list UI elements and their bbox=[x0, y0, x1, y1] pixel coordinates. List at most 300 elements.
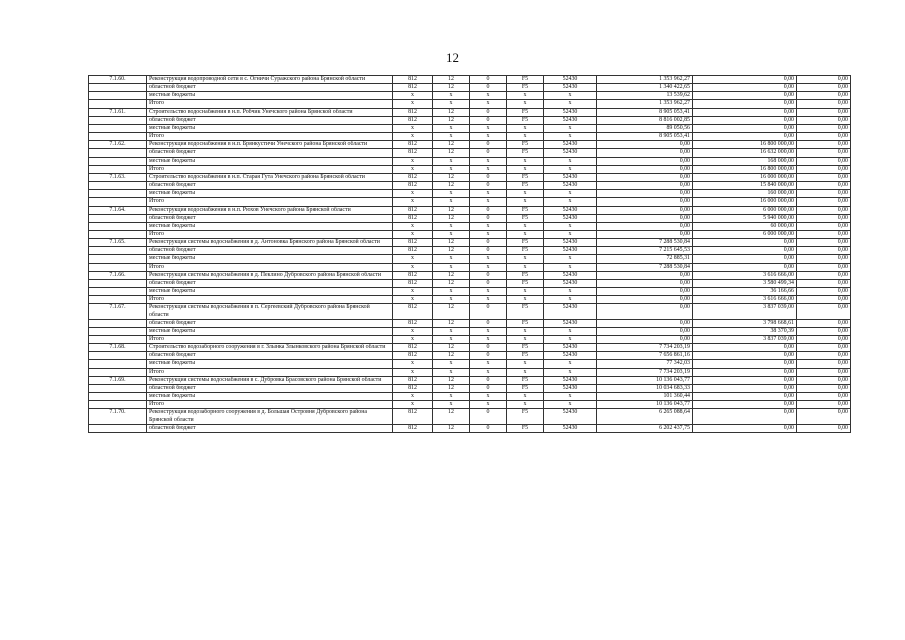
table-row bbox=[89, 401, 851, 409]
description-cell: местные бюджеты bbox=[147, 288, 393, 296]
expense-code-cell: x bbox=[544, 327, 597, 335]
section-cell: x bbox=[433, 296, 470, 304]
expense-code-cell: 52430 bbox=[544, 409, 597, 424]
subsection-cell: x bbox=[470, 393, 507, 401]
expense-code-cell: 52430 bbox=[544, 206, 597, 214]
amount-year2-cell: 0,00 bbox=[693, 376, 797, 384]
table-row bbox=[89, 247, 851, 255]
row-number-cell bbox=[89, 327, 147, 335]
subsection-cell: x bbox=[470, 124, 507, 132]
amount-year3-cell: 0,00 bbox=[797, 100, 851, 108]
table-row bbox=[89, 124, 851, 132]
amount-year1-cell: 0,00 bbox=[597, 157, 693, 165]
expense-code-cell: x bbox=[544, 133, 597, 141]
description-cell: областной бюджет bbox=[147, 384, 393, 392]
amount-year3-cell: 0,00 bbox=[797, 336, 851, 344]
amount-year1-cell: 0,00 bbox=[597, 149, 693, 157]
amount-year3-cell: 0,00 bbox=[797, 157, 851, 165]
code-cell: x bbox=[393, 157, 433, 165]
section-cell: x bbox=[433, 124, 470, 132]
subsection-cell: 0 bbox=[470, 116, 507, 124]
row-number-cell: 7.1.68. bbox=[89, 344, 147, 352]
description-cell: местные бюджеты bbox=[147, 190, 393, 198]
description-cell: местные бюджеты bbox=[147, 393, 393, 401]
section-cell: x bbox=[433, 100, 470, 108]
table-row bbox=[89, 352, 851, 360]
amount-year3-cell: 0,00 bbox=[797, 255, 851, 263]
project-cell: x bbox=[507, 336, 544, 344]
amount-year1-cell: 0,00 bbox=[597, 230, 693, 238]
description-cell: местные бюджеты bbox=[147, 124, 393, 132]
amount-year1-cell: 10 034 683,33 bbox=[597, 384, 693, 392]
section-cell: x bbox=[433, 198, 470, 206]
subsection-cell: x bbox=[470, 288, 507, 296]
amount-year1-cell: 0,00 bbox=[597, 198, 693, 206]
code-cell: x bbox=[393, 124, 433, 132]
project-cell: F5 bbox=[507, 149, 544, 157]
project-cell: F5 bbox=[507, 206, 544, 214]
table-row bbox=[89, 214, 851, 222]
description-cell: областной бюджет bbox=[147, 319, 393, 327]
subsection-cell: 0 bbox=[470, 247, 507, 255]
project-cell: F5 bbox=[507, 247, 544, 255]
amount-year1-cell: 0,00 bbox=[597, 319, 693, 327]
subsection-cell: x bbox=[470, 190, 507, 198]
amount-year2-cell: 16 800 000,00 bbox=[693, 165, 797, 173]
project-cell: x bbox=[507, 165, 544, 173]
section-cell: x bbox=[433, 255, 470, 263]
expense-code-cell: 52430 bbox=[544, 182, 597, 190]
expense-code-cell: x bbox=[544, 263, 597, 271]
expense-code-cell: x bbox=[544, 92, 597, 100]
code-cell: 812 bbox=[393, 239, 433, 247]
table-row bbox=[89, 206, 851, 214]
code-cell: 812 bbox=[393, 116, 433, 124]
amount-year1-cell: 1 353 962,27 bbox=[597, 100, 693, 108]
amount-year3-cell: 0,00 bbox=[797, 263, 851, 271]
table-row bbox=[89, 165, 851, 173]
project-cell: F5 bbox=[507, 384, 544, 392]
subsection-cell: x bbox=[470, 360, 507, 368]
table-row bbox=[89, 198, 851, 206]
amount-year2-cell: 15 840 000,00 bbox=[693, 182, 797, 190]
table-row bbox=[89, 116, 851, 124]
code-cell: x bbox=[393, 288, 433, 296]
code-cell: 812 bbox=[393, 182, 433, 190]
section-cell: x bbox=[433, 393, 470, 401]
expense-code-cell: x bbox=[544, 165, 597, 173]
subsection-cell: 0 bbox=[470, 271, 507, 279]
amount-year1-cell: 0,00 bbox=[597, 165, 693, 173]
section-cell: x bbox=[433, 401, 470, 409]
amount-year2-cell: 36 166,66 bbox=[693, 288, 797, 296]
section-cell: x bbox=[433, 92, 470, 100]
subsection-cell: x bbox=[470, 296, 507, 304]
amount-year3-cell: 0,00 bbox=[797, 84, 851, 92]
code-cell: 812 bbox=[393, 319, 433, 327]
amount-year2-cell: 0,00 bbox=[693, 92, 797, 100]
project-cell: x bbox=[507, 393, 544, 401]
amount-year2-cell: 60 000,00 bbox=[693, 222, 797, 230]
description-cell: местные бюджеты bbox=[147, 327, 393, 335]
code-cell: 812 bbox=[393, 384, 433, 392]
amount-year3-cell: 0,00 bbox=[797, 376, 851, 384]
section-cell: 12 bbox=[433, 424, 470, 432]
subsection-cell: 0 bbox=[470, 84, 507, 92]
amount-year1-cell: 8 905 053,41 bbox=[597, 108, 693, 116]
amount-year3-cell: 0,00 bbox=[797, 352, 851, 360]
code-cell: 812 bbox=[393, 247, 433, 255]
amount-year1-cell: 0,00 bbox=[597, 304, 693, 319]
row-number-cell bbox=[89, 214, 147, 222]
expense-code-cell: 52430 bbox=[544, 239, 597, 247]
table-row bbox=[89, 376, 851, 384]
table-row bbox=[89, 84, 851, 92]
amount-year1-cell: 7 656 861,16 bbox=[597, 352, 693, 360]
row-number-cell bbox=[89, 279, 147, 287]
code-cell: x bbox=[393, 100, 433, 108]
subsection-cell: x bbox=[470, 165, 507, 173]
amount-year2-cell: 0,00 bbox=[693, 255, 797, 263]
code-cell: 812 bbox=[393, 214, 433, 222]
subsection-cell: x bbox=[470, 263, 507, 271]
row-number-cell bbox=[89, 116, 147, 124]
description-cell: Строительство водоснабжения в н.п. Старая Гута Унечского района Брянской области bbox=[147, 173, 393, 181]
table-row bbox=[89, 100, 851, 108]
expense-code-cell: x bbox=[544, 124, 597, 132]
amount-year2-cell: 0,00 bbox=[693, 100, 797, 108]
subsection-cell: x bbox=[470, 336, 507, 344]
amount-year2-cell: 6 000 000,00 bbox=[693, 206, 797, 214]
expense-code-cell: 52430 bbox=[544, 173, 597, 181]
project-cell: x bbox=[507, 124, 544, 132]
table-row bbox=[89, 255, 851, 263]
amount-year2-cell: 0,00 bbox=[693, 133, 797, 141]
row-number-cell: 7.1.64. bbox=[89, 206, 147, 214]
section-cell: x bbox=[433, 157, 470, 165]
subsection-cell: 0 bbox=[470, 279, 507, 287]
table-row bbox=[89, 279, 851, 287]
expense-code-cell: 52430 bbox=[544, 76, 597, 84]
section-cell: 12 bbox=[433, 84, 470, 92]
code-cell: x bbox=[393, 198, 433, 206]
table-row bbox=[89, 424, 851, 432]
description-cell: Реконструкция водопроводной сети в с. Огничи Суражского района Брянской области bbox=[147, 76, 393, 84]
amount-year2-cell: 0,00 bbox=[693, 424, 797, 432]
code-cell: 812 bbox=[393, 376, 433, 384]
code-cell: 812 bbox=[393, 409, 433, 424]
section-cell: 12 bbox=[433, 247, 470, 255]
table-row bbox=[89, 92, 851, 100]
section-cell: x bbox=[433, 288, 470, 296]
section-cell: 12 bbox=[433, 409, 470, 424]
amount-year2-cell: 0,00 bbox=[693, 401, 797, 409]
subsection-cell: 0 bbox=[470, 384, 507, 392]
table-row bbox=[89, 368, 851, 376]
subsection-cell: 0 bbox=[470, 352, 507, 360]
code-cell: 812 bbox=[393, 108, 433, 116]
expense-code-cell: x bbox=[544, 190, 597, 198]
section-cell: 12 bbox=[433, 206, 470, 214]
description-cell: Строительство водозаборного сооружения в г. Злынка Злынковского района Брянской области bbox=[147, 344, 393, 352]
amount-year2-cell: 0,00 bbox=[693, 344, 797, 352]
code-cell: x bbox=[393, 296, 433, 304]
amount-year3-cell: 0,00 bbox=[797, 173, 851, 181]
project-cell: F5 bbox=[507, 116, 544, 124]
row-number-cell bbox=[89, 263, 147, 271]
section-cell: x bbox=[433, 327, 470, 335]
row-number-cell bbox=[89, 319, 147, 327]
section-cell: x bbox=[433, 230, 470, 238]
expense-code-cell: 52430 bbox=[544, 214, 597, 222]
subsection-cell: x bbox=[470, 230, 507, 238]
subsection-cell: x bbox=[470, 100, 507, 108]
amount-year2-cell: 0,00 bbox=[693, 76, 797, 84]
row-number-cell bbox=[89, 198, 147, 206]
code-cell: x bbox=[393, 255, 433, 263]
row-number-cell bbox=[89, 165, 147, 173]
table-row bbox=[89, 157, 851, 165]
project-cell: x bbox=[507, 255, 544, 263]
row-number-cell bbox=[89, 124, 147, 132]
code-cell: 812 bbox=[393, 344, 433, 352]
description-cell: местные бюджеты bbox=[147, 222, 393, 230]
description-cell: областной бюджет bbox=[147, 116, 393, 124]
project-cell: x bbox=[507, 368, 544, 376]
section-cell: 12 bbox=[433, 304, 470, 319]
description-cell: Итого bbox=[147, 133, 393, 141]
description-cell: Итого bbox=[147, 263, 393, 271]
project-cell: F5 bbox=[507, 352, 544, 360]
amount-year1-cell: 89 050,56 bbox=[597, 124, 693, 132]
amount-year3-cell: 0,00 bbox=[797, 108, 851, 116]
description-cell: местные бюджеты bbox=[147, 92, 393, 100]
amount-year3-cell: 0,00 bbox=[797, 296, 851, 304]
table-row bbox=[89, 182, 851, 190]
project-cell: F5 bbox=[507, 271, 544, 279]
row-number-cell bbox=[89, 149, 147, 157]
table-row bbox=[89, 239, 851, 247]
code-cell: x bbox=[393, 368, 433, 376]
amount-year2-cell: 3 798 668,61 bbox=[693, 319, 797, 327]
project-cell: F5 bbox=[507, 304, 544, 319]
table-row bbox=[89, 76, 851, 84]
project-cell: F5 bbox=[507, 239, 544, 247]
section-cell: 12 bbox=[433, 76, 470, 84]
amount-year2-cell: 0,00 bbox=[693, 84, 797, 92]
amount-year2-cell: 0,00 bbox=[693, 247, 797, 255]
amount-year3-cell: 0,00 bbox=[797, 230, 851, 238]
project-cell: x bbox=[507, 288, 544, 296]
amount-year2-cell: 0,00 bbox=[693, 239, 797, 247]
subsection-cell: 0 bbox=[470, 344, 507, 352]
row-number-cell bbox=[89, 368, 147, 376]
amount-year2-cell: 0,00 bbox=[693, 393, 797, 401]
description-cell: Реконструкция системы водоснабжения в п. Сергеевский Дубровского района Брянской области bbox=[147, 304, 393, 319]
expense-code-cell: x bbox=[544, 100, 597, 108]
expense-code-cell: 52430 bbox=[544, 247, 597, 255]
description-cell: Строительство водоснабжения в н.п. Робчик Унечского района Брянской области bbox=[147, 108, 393, 116]
table-row bbox=[89, 304, 851, 319]
table-body bbox=[89, 76, 851, 433]
description-cell: местные бюджеты bbox=[147, 157, 393, 165]
project-cell: x bbox=[507, 401, 544, 409]
amount-year1-cell: 0,00 bbox=[597, 327, 693, 335]
section-cell: 12 bbox=[433, 376, 470, 384]
row-number-cell: 7.1.60. bbox=[89, 76, 147, 84]
amount-year1-cell: 1 340 422,65 bbox=[597, 84, 693, 92]
code-cell: x bbox=[393, 165, 433, 173]
subsection-cell: x bbox=[470, 222, 507, 230]
amount-year2-cell: 3 616 666,00 bbox=[693, 296, 797, 304]
row-number-cell bbox=[89, 424, 147, 432]
amount-year3-cell: 0,00 bbox=[797, 141, 851, 149]
code-cell: x bbox=[393, 222, 433, 230]
subsection-cell: x bbox=[470, 198, 507, 206]
section-cell: 12 bbox=[433, 108, 470, 116]
amount-year2-cell: 16 000 000,00 bbox=[693, 198, 797, 206]
amount-year3-cell: 0,00 bbox=[797, 271, 851, 279]
project-cell: F5 bbox=[507, 141, 544, 149]
code-cell: x bbox=[393, 133, 433, 141]
amount-year3-cell: 0,00 bbox=[797, 92, 851, 100]
amount-year2-cell: 5 940 000,00 bbox=[693, 214, 797, 222]
project-cell: x bbox=[507, 198, 544, 206]
description-cell: Итого bbox=[147, 401, 393, 409]
project-cell: x bbox=[507, 100, 544, 108]
project-cell: x bbox=[507, 230, 544, 238]
description-cell: Итого bbox=[147, 198, 393, 206]
amount-year1-cell: 72 885,31 bbox=[597, 255, 693, 263]
table-row bbox=[89, 319, 851, 327]
amount-year2-cell: 160 000,00 bbox=[693, 190, 797, 198]
table-row bbox=[89, 296, 851, 304]
expense-code-cell: 52430 bbox=[544, 149, 597, 157]
amount-year3-cell: 0,00 bbox=[797, 279, 851, 287]
amount-year3-cell: 0,00 bbox=[797, 344, 851, 352]
table-row bbox=[89, 336, 851, 344]
code-cell: 812 bbox=[393, 424, 433, 432]
project-cell: F5 bbox=[507, 76, 544, 84]
project-cell: F5 bbox=[507, 424, 544, 432]
project-cell: x bbox=[507, 263, 544, 271]
amount-year2-cell: 16 000 000,00 bbox=[693, 173, 797, 181]
table-row bbox=[89, 222, 851, 230]
subsection-cell: x bbox=[470, 157, 507, 165]
section-cell: x bbox=[433, 360, 470, 368]
amount-year2-cell: 16 632 000,00 bbox=[693, 149, 797, 157]
amount-year3-cell: 0,00 bbox=[797, 368, 851, 376]
description-cell: Реконструкция системы водоснабжения в д. Антоновка Брянского района Брянской области bbox=[147, 239, 393, 247]
subsection-cell: x bbox=[470, 133, 507, 141]
project-cell: F5 bbox=[507, 279, 544, 287]
subsection-cell: 0 bbox=[470, 141, 507, 149]
expense-code-cell: 52430 bbox=[544, 84, 597, 92]
description-cell: Итого bbox=[147, 296, 393, 304]
amount-year1-cell: 0,00 bbox=[597, 214, 693, 222]
expense-code-cell: 52430 bbox=[544, 108, 597, 116]
row-number-cell bbox=[89, 384, 147, 392]
expense-code-cell: 52430 bbox=[544, 319, 597, 327]
section-cell: 12 bbox=[433, 141, 470, 149]
subsection-cell: x bbox=[470, 327, 507, 335]
amount-year2-cell: 3 837 039,00 bbox=[693, 336, 797, 344]
section-cell: x bbox=[433, 133, 470, 141]
code-cell: 812 bbox=[393, 149, 433, 157]
subsection-cell: 0 bbox=[470, 149, 507, 157]
amount-year2-cell: 0,00 bbox=[693, 352, 797, 360]
amount-year3-cell: 0,00 bbox=[797, 116, 851, 124]
description-cell: местные бюджеты bbox=[147, 360, 393, 368]
row-number-cell bbox=[89, 255, 147, 263]
amount-year3-cell: 0,00 bbox=[797, 327, 851, 335]
budget-table bbox=[88, 75, 851, 433]
description-cell: Реконструкция водозаборного сооружения в д. Большая Островня Дубровского района Брянской области bbox=[147, 409, 393, 424]
expense-code-cell: x bbox=[544, 255, 597, 263]
subsection-cell: 0 bbox=[470, 173, 507, 181]
project-cell: F5 bbox=[507, 84, 544, 92]
code-cell: x bbox=[393, 263, 433, 271]
section-cell: 12 bbox=[433, 344, 470, 352]
row-number-cell bbox=[89, 360, 147, 368]
expense-code-cell: 52430 bbox=[544, 141, 597, 149]
project-cell: x bbox=[507, 133, 544, 141]
description-cell: областной бюджет bbox=[147, 149, 393, 157]
project-cell: x bbox=[507, 92, 544, 100]
row-number-cell: 7.1.66. bbox=[89, 271, 147, 279]
section-cell: x bbox=[433, 190, 470, 198]
amount-year2-cell: 168 000,00 bbox=[693, 157, 797, 165]
amount-year2-cell: 0,00 bbox=[693, 124, 797, 132]
expense-code-cell: x bbox=[544, 222, 597, 230]
code-cell: 812 bbox=[393, 206, 433, 214]
amount-year1-cell: 7 734 203,19 bbox=[597, 344, 693, 352]
expense-code-cell: 52430 bbox=[544, 376, 597, 384]
row-number-cell bbox=[89, 247, 147, 255]
description-cell: Итого bbox=[147, 230, 393, 238]
project-cell: F5 bbox=[507, 344, 544, 352]
subsection-cell: 0 bbox=[470, 239, 507, 247]
code-cell: x bbox=[393, 92, 433, 100]
amount-year1-cell: 0,00 bbox=[597, 190, 693, 198]
amount-year2-cell: 3 580 499,34 bbox=[693, 279, 797, 287]
amount-year2-cell: 6 000 000,00 bbox=[693, 230, 797, 238]
amount-year3-cell: 0,00 bbox=[797, 182, 851, 190]
row-number-cell bbox=[89, 92, 147, 100]
code-cell: 812 bbox=[393, 141, 433, 149]
subsection-cell: x bbox=[470, 92, 507, 100]
code-cell: x bbox=[393, 230, 433, 238]
expense-code-cell: 52430 bbox=[544, 271, 597, 279]
description-cell: Итого bbox=[147, 165, 393, 173]
amount-year3-cell: 0,00 bbox=[797, 247, 851, 255]
amount-year1-cell: 1 353 962,27 bbox=[597, 76, 693, 84]
subsection-cell: 0 bbox=[470, 76, 507, 84]
project-cell: F5 bbox=[507, 376, 544, 384]
subsection-cell: x bbox=[470, 401, 507, 409]
amount-year1-cell: 0,00 bbox=[597, 206, 693, 214]
row-number-cell bbox=[89, 393, 147, 401]
code-cell: x bbox=[393, 327, 433, 335]
row-number-cell bbox=[89, 288, 147, 296]
row-number-cell bbox=[89, 190, 147, 198]
amount-year2-cell: 3 616 666,00 bbox=[693, 271, 797, 279]
amount-year1-cell: 0,00 bbox=[597, 279, 693, 287]
table-row bbox=[89, 149, 851, 157]
amount-year1-cell: 8 905 053,41 bbox=[597, 133, 693, 141]
amount-year1-cell: 6 202 437,75 bbox=[597, 424, 693, 432]
amount-year3-cell: 0,00 bbox=[797, 384, 851, 392]
